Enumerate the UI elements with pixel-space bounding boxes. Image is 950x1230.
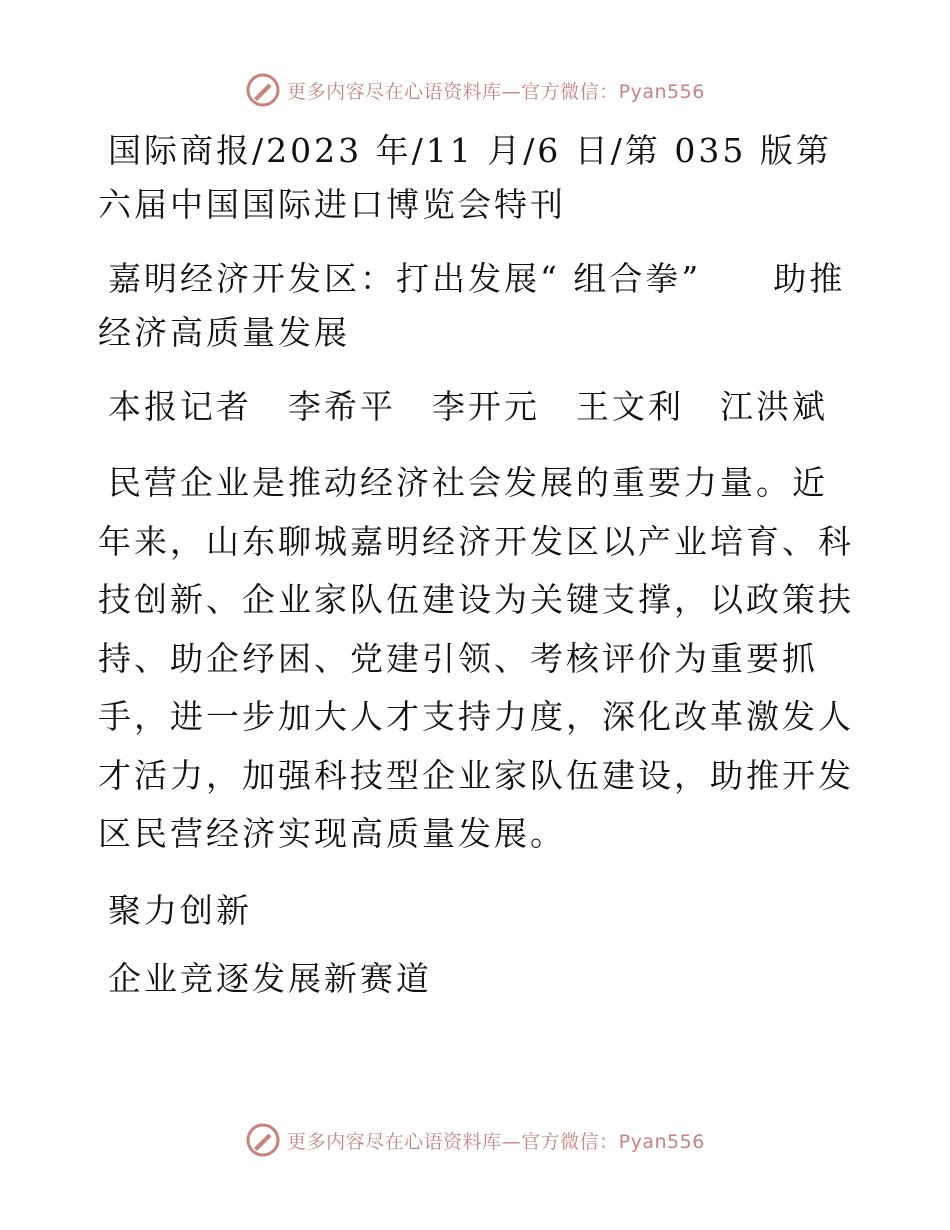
lead-paragraph: 民营企业是推动经济社会发展的重要力量。近年来，山东聊城嘉明经济开发区以产业培育、科技创新、企业家队伍建设为关键支撑，以政策扶持、助企纾困、党建引领、考核评价为重要抓手，进一步加大人才支持力度，深化改革激发人才活力，加强科技型企业家队伍建设，助推开发区民营经济实现高质量发展。 xyxy=(98,463,854,853)
watermark-text: 更多内容尽在心语资料库—官方微信：Pyan556 xyxy=(287,80,705,103)
source-line: 国际商报/2023 年/11 月/6 日/第 035 版第六届中国国际进口博览会特刊 xyxy=(98,131,832,224)
headline: 嘉明经济开发区：打出发展“ 组合拳” 助推经济高质量发展 xyxy=(98,259,846,352)
byline: 本报记者 李希平 李开元 王文利 江洪斌 xyxy=(108,387,828,426)
watermark-header xyxy=(0,72,950,108)
watermark-text: 更多内容尽在心语资料库—官方微信：Pyan556 xyxy=(287,1130,705,1153)
subheading-1: 聚力创新 xyxy=(108,890,252,930)
pen-seal-logo-icon xyxy=(245,72,281,108)
watermark-footer xyxy=(0,1122,950,1158)
article-body xyxy=(98,124,858,1026)
pen-seal-logo-icon xyxy=(245,1122,281,1158)
subheading-2: 企业竞逐发展新赛道 xyxy=(108,958,432,998)
